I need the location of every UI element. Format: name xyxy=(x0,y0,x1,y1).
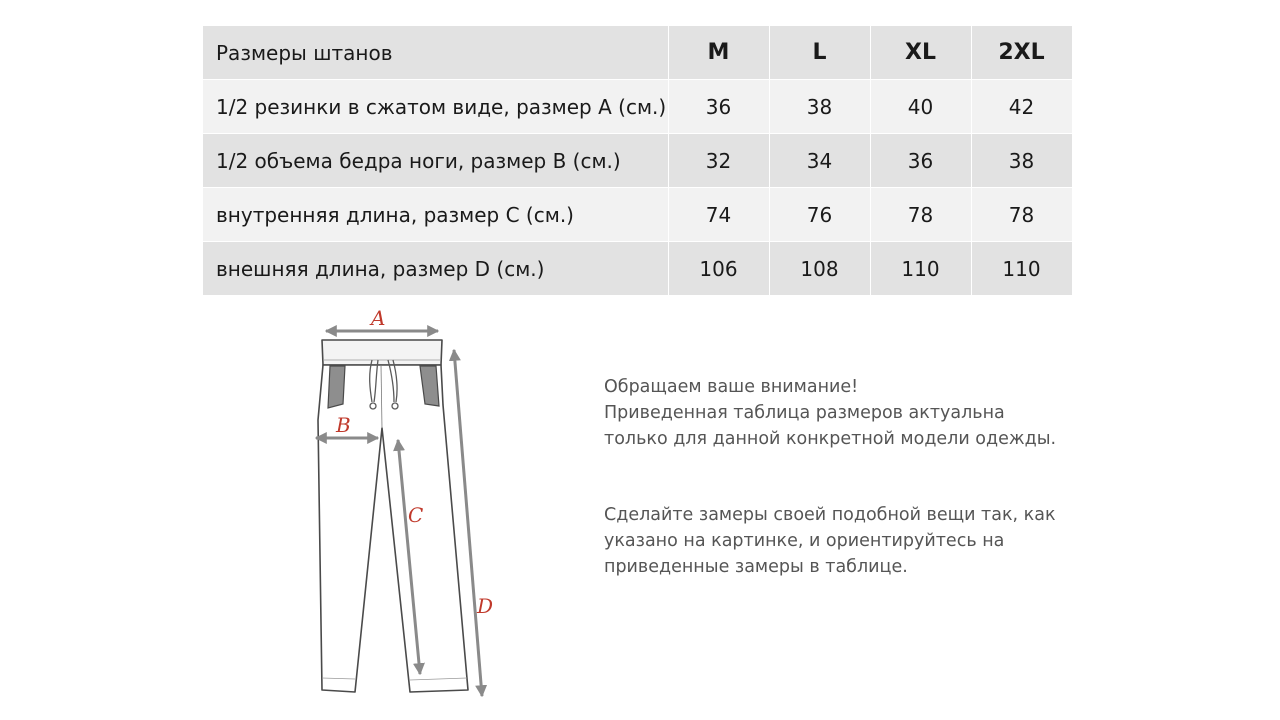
table-cell: 36 xyxy=(668,80,769,134)
header-size-l: L xyxy=(769,26,870,80)
table-row xyxy=(203,80,1072,134)
table-cell: 36 xyxy=(870,134,971,188)
note-line: только для данной конкретной модели одежды. xyxy=(604,429,1057,449)
table-cell: 40 xyxy=(870,80,971,134)
table-cell: 74 xyxy=(668,188,769,242)
table-row xyxy=(203,242,1072,296)
row-label: 1/2 объема бедра ноги, размер B (см.) xyxy=(203,134,668,188)
note-line: указано на картинке, и ориентируйтесь на xyxy=(604,531,1005,551)
table-cell: 42 xyxy=(971,80,1072,134)
table-cell: 76 xyxy=(769,188,870,242)
note-line: приведенные замеры в таблице. xyxy=(604,557,908,577)
notes-paragraph-attention xyxy=(604,374,1104,452)
label-a: A xyxy=(371,306,386,330)
table-cell: 78 xyxy=(971,188,1072,242)
note-line: Обращаем ваше внимание! xyxy=(604,377,859,397)
table-cell: 38 xyxy=(971,134,1072,188)
table-row xyxy=(203,188,1072,242)
header-size-xl: XL xyxy=(870,26,971,80)
header-label: Размеры штанов xyxy=(203,26,668,80)
table-cell: 110 xyxy=(971,242,1072,296)
notes-block xyxy=(604,374,1104,580)
row-label: 1/2 резинки в сжатом виде, размер A (см.) xyxy=(203,80,668,134)
table-cell: 34 xyxy=(769,134,870,188)
notes-paragraph-instructions xyxy=(604,502,1104,580)
label-b: B xyxy=(336,413,351,437)
note-line: Сделайте замеры своей подобной вещи так, как xyxy=(604,505,1056,525)
table-cell: 110 xyxy=(870,242,971,296)
table-cell: 106 xyxy=(668,242,769,296)
pants-measurement-diagram xyxy=(300,300,520,710)
label-c: C xyxy=(408,503,424,527)
row-label: внешняя длина, размер D (см.) xyxy=(203,242,668,296)
label-d: D xyxy=(477,594,494,618)
header-size-2xl: 2XL xyxy=(971,26,1072,80)
note-line: Приведенная таблица размеров актуальна xyxy=(604,403,1005,423)
table-cell: 32 xyxy=(668,134,769,188)
row-label: внутренняя длина, размер C (см.) xyxy=(203,188,668,242)
size-table xyxy=(203,26,1072,296)
table-cell: 78 xyxy=(870,188,971,242)
table-cell: 38 xyxy=(769,80,870,134)
header-size-m: M xyxy=(668,26,769,80)
table-header-row xyxy=(203,26,1072,80)
table-cell: 108 xyxy=(769,242,870,296)
table-row xyxy=(203,134,1072,188)
